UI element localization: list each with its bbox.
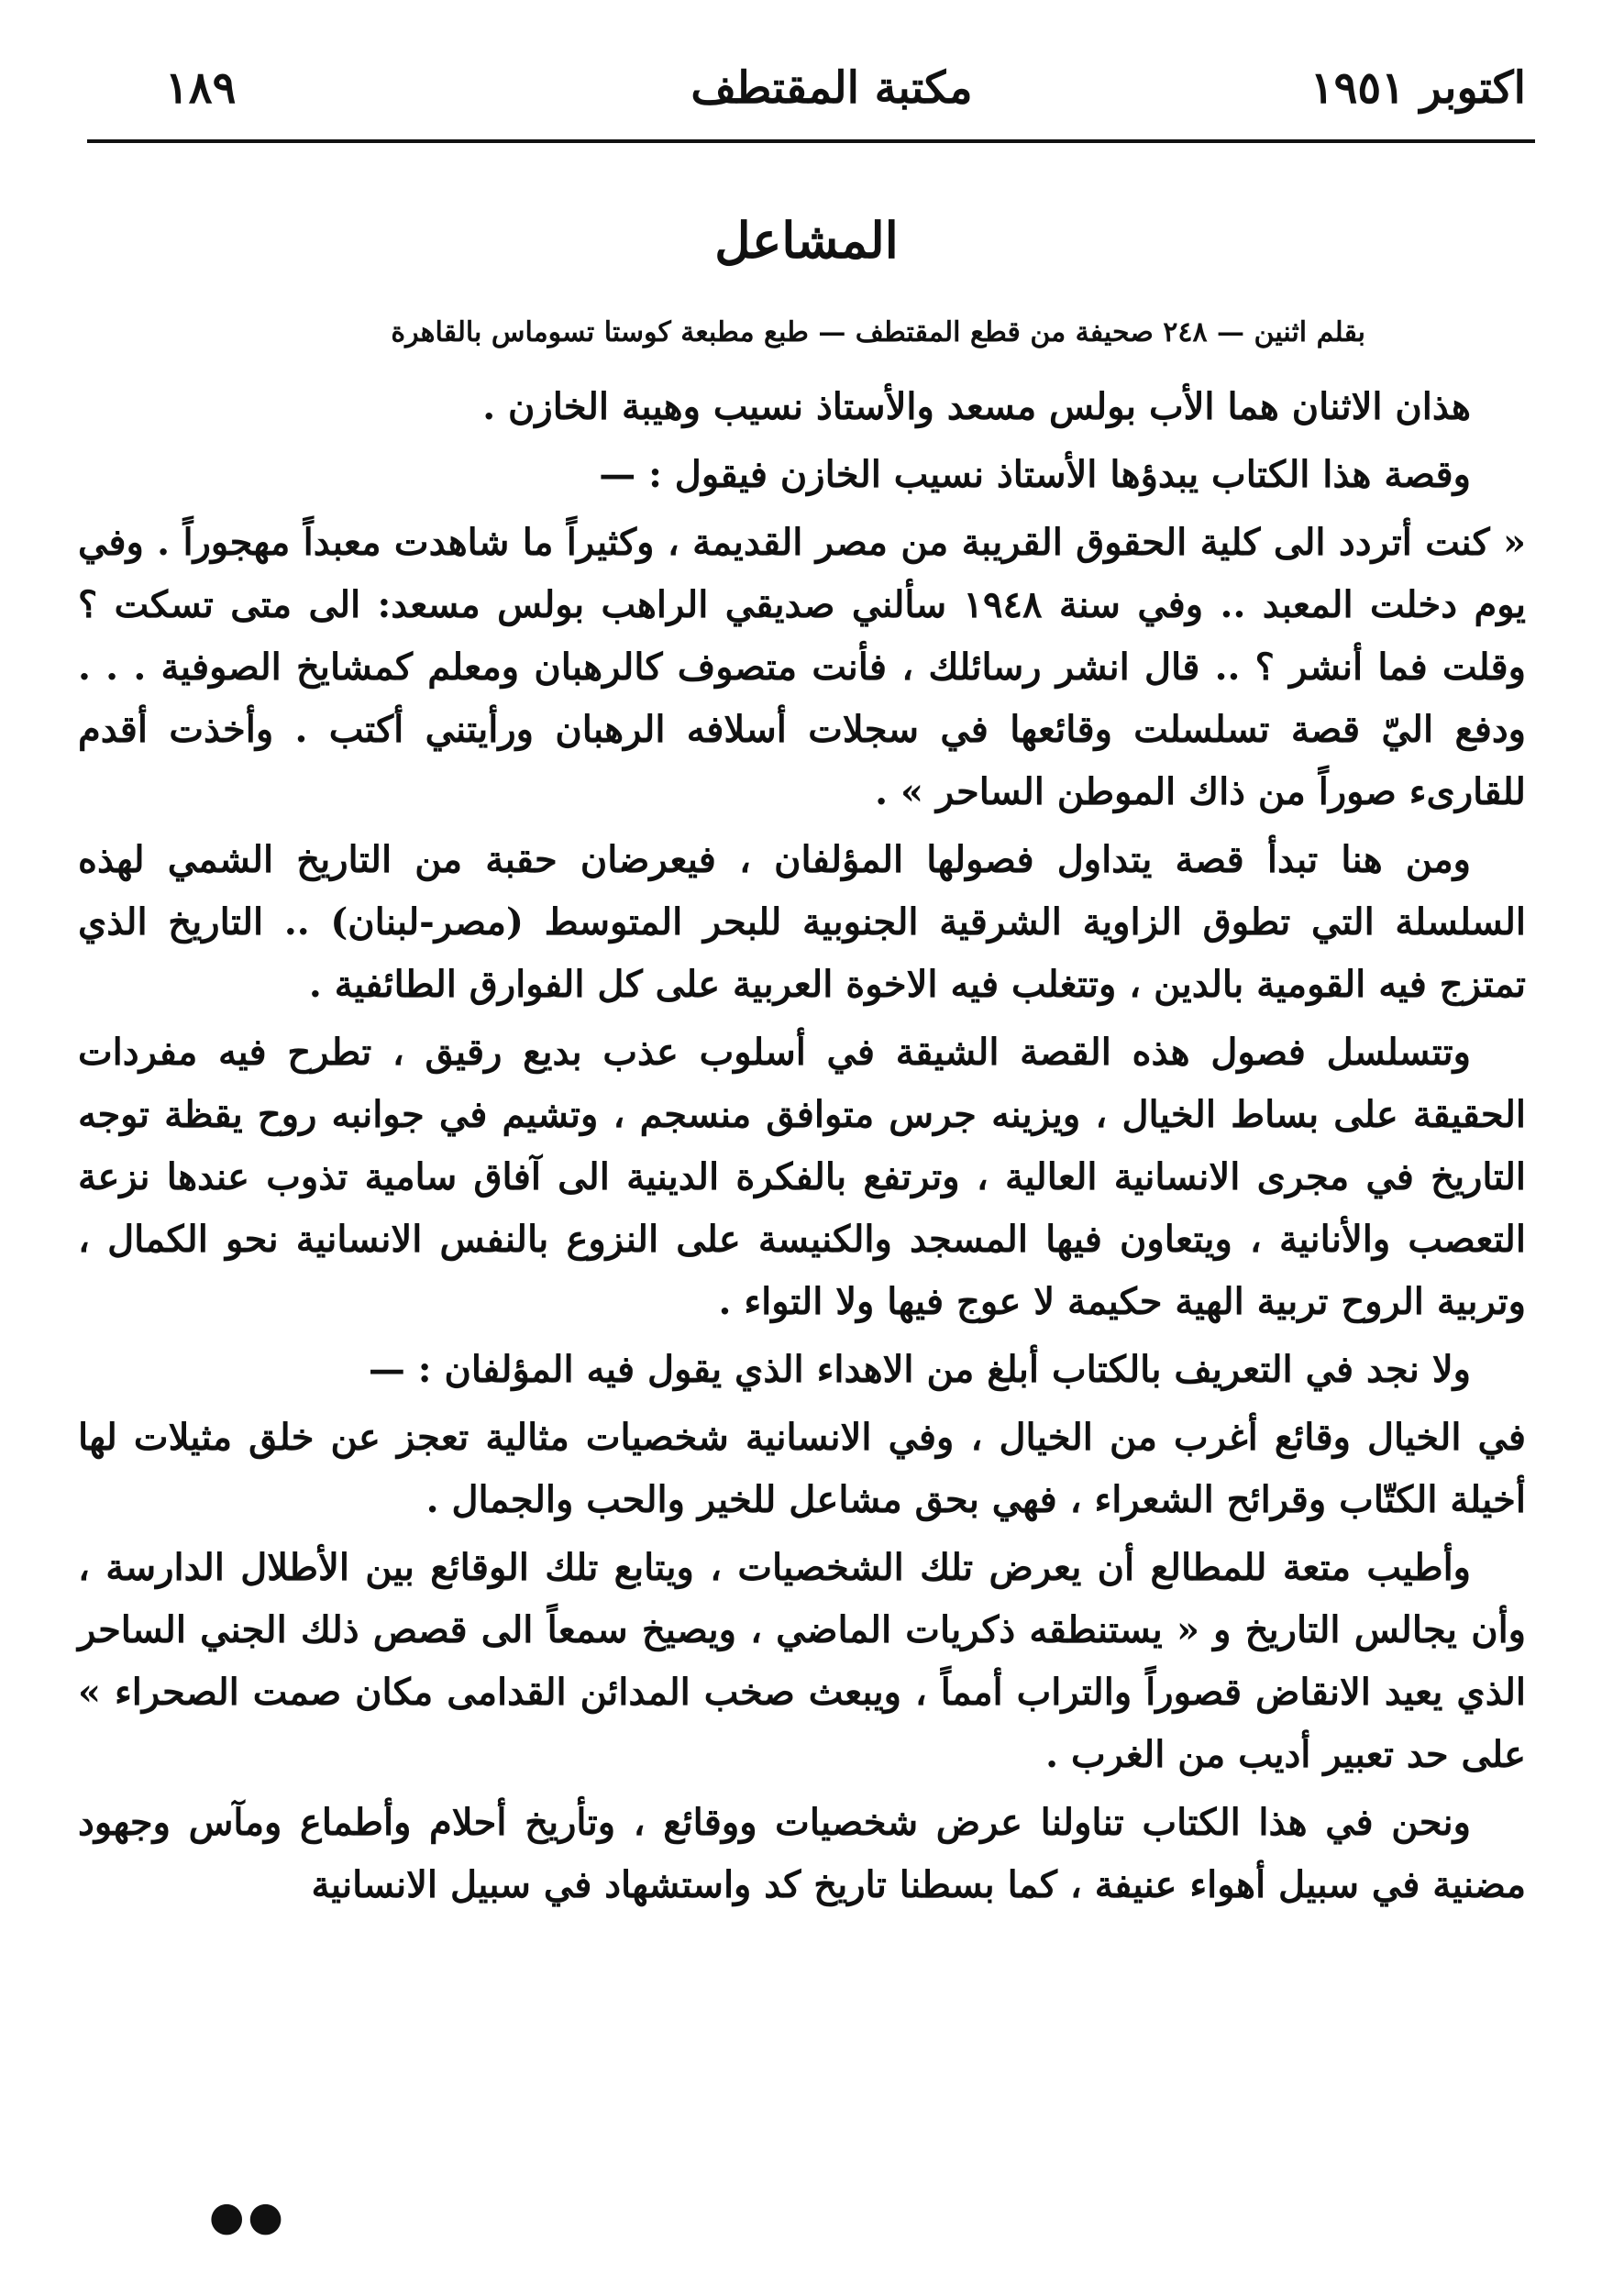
paragraph: ومن هنا تبدأ قصة يتداول فصولها المؤلفان ، فيعرضان حقبة من التاريخ الشمي لهذه السلسلة التي تطوق الزاوية الشرقية الجنوبية للبحر المتوسط (مصر-لبنان) .. التاريخ الذي تمتزج فيه القومية بالدين ، وتتغلب فيه الاخوة العربية على كل الفوارق الطائفية . [78, 838, 1526, 1006]
section-title: مكتبة المقتطف [690, 62, 973, 114]
paragraph: وأطيب متعة للمطالع أن يعرض تلك الشخصيات ، ويتابع تلك الوقائع بين الأطلال الدارسة ، وأن يجالس التاريخ و « يستنطقه ذكريات الماضي ، ويصيخ سمعاً الى قصص ذلك الجني الساحر الذي يعيد الانقاض قصوراً والتراب أمماً ، ويبعث صخب المدائن القدامى مكان صمت الصحراء » على حد تعبير أديب من الغرب . [78, 1546, 1526, 1776]
article-title: المشاعل [714, 211, 899, 270]
header-divider [87, 139, 1535, 143]
issue-date: اكتوبر ١٩٥١ [1309, 62, 1526, 114]
paragraph: وتتسلسل فصول هذه القصة الشيقة في أسلوب عذب بديع رقيق ، تطرح فيه مفردات الحقيقة على بساط الخيال ، ويزينه جرس متوافق منسجم ، وتشيم في جوانبه روح يقظة توجه التاريخ في مجرى الانسانية العالية ، وترتفع بالفكرة الدينية الى آفاق سامية تذوب عندها نزعة التعصب والأنانية ، ويتعاون فيها المسجد والكنيسة على النزوع بالنفس الانسانية نحو الكمال ، وتربية الروح تربية الهية حكيمة لا عوج فيها ولا التواء . [78, 1031, 1526, 1323]
page-header [138, 51, 1526, 125]
paragraph: ونحن في هذا الكتاب تناولنا عرض شخصيات ووقائع ، وتأريخ أحلام وأطماع ومآس وجهود مضنية في سبيل أهواء عنيفة ، كما بسطنا تاريخ كد واستشهاد في سبيل الانسانية [78, 1801, 1526, 1906]
paragraph: ولا نجد في التعريف بالكتاب أبلغ من الاهداء الذي يقول فيه المؤلفان : — [368, 1348, 1471, 1391]
paragraph: وقصة هذا الكتاب يبدؤها الأستاذ نسيب الخازن فيقول : — [599, 453, 1471, 496]
continuation-mark: ●● [209, 2193, 287, 2240]
quoted-paragraph: « كنت أتردد الى كلية الحقوق القريبة من مصر القديمة ، وكثيراً ما شاهدت معبداً مهجوراً . وفي يوم دخلت المعبد .. وفي سنة ١٩٤٨ سألني صديقي الراهب بولس مسعد: الى متى تسكت ؟ وقلت فما أنشر ؟ .. قال انشر رسائلك ، فأنت متصوف كالرهبان ومعلم كمشايخ الصوفية . . . ودفع اليّ قصة تسلسلت وقائعها في سجلات أسلافه الرهبان ورأيتني أكتب . وأخذت أقدم للقارىء صوراً من ذاك الموطن الساحر » . [78, 521, 1527, 813]
article-body [78, 376, 1526, 1922]
article-byline: بقلم اثنين — ٢٤٨ صحيفة من قطع المقتطف — طبع مطبعة كوستا تسوماس بالقاهرة [391, 316, 1365, 348]
paragraph: في الخيال وقائع أغرب من الخيال ، وفي الانسانية شخصيات مثالية تعجز عن خلق مثيلات لها أخيلة الكتّاب وقرائح الشعراء ، فهي بحق مشاعل للخير والحب والجمال . [78, 1416, 1526, 1521]
page-number: ١٨٩ [165, 62, 237, 114]
paragraph: هذان الاثنان هما الأب بولس مسعد والأستاذ نسيب وهيبة الخازن . [482, 385, 1471, 428]
